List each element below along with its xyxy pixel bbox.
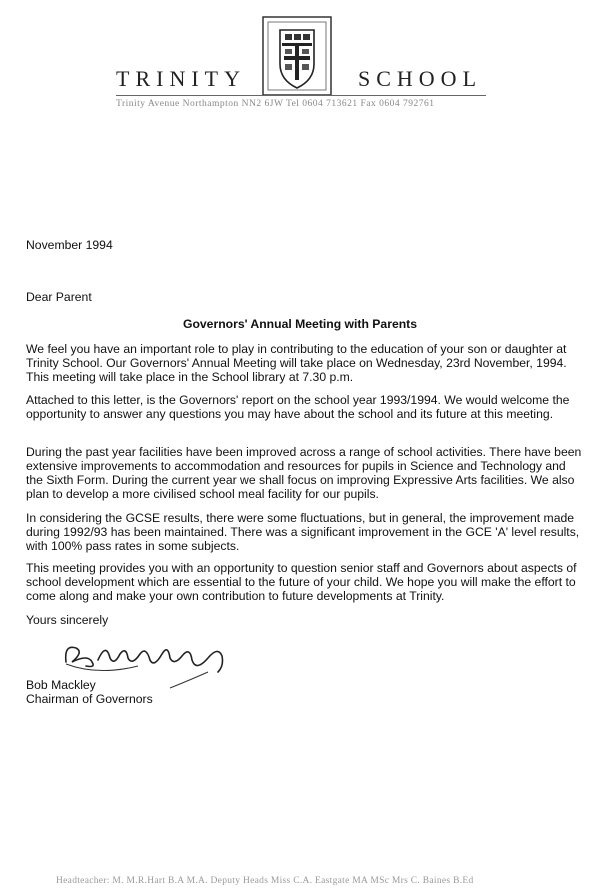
- letter-date: November 1994: [26, 238, 113, 252]
- school-address: Trinity Avenue Northampton NN2 6JW Tel 0604 713621 Fax 0604 792761: [116, 99, 435, 109]
- closing: Yours sincerely: [26, 613, 109, 627]
- paragraph-2: Attached to this letter, is the Governors' report on the school year 1993/1994. We would welcome the opportunity to answer any questions you may have about the school and its future at this meeting.: [26, 393, 570, 421]
- paragraph-3: During the past year facilities have been improved across a range of school activities. There have been extensive improvements to accommodation and resources for pupils in Science and Technology and the Sixth Form. During the current year we shall focus on improving Expressive Arts facilities. We also plan to develop a more civilised school meal facility for our pupils.: [26, 445, 582, 501]
- staff-footer: Headteacher: M. M.R.Hart B.A M.A. Deputy Heads Miss C.A. Eastgate MA MSc Mrs C. Baines B.Ed: [56, 876, 474, 886]
- letter-title: Governors' Annual Meeting with Parents: [182, 317, 418, 331]
- signatory-name: Bob Mackley: [26, 678, 96, 692]
- salutation: Dear Parent: [26, 290, 92, 304]
- paragraph-1: We feel you have an important role to play in contributing to the education of your son or daughter at Trinity School. Our Governors' Annual Meeting will take place on Wednesday, 23rd November, 1994. This meeting will take place in the School library at 7.30 p.m.: [26, 342, 567, 384]
- paragraph-5: This meeting provides you with an opportunity to question senior staff and Governors about aspects of school development which are essential to the future of your child. We hope you will make the effort to come along and make your own contribution to future developments at Trinity.: [26, 561, 577, 603]
- letterhead: [0, 0, 600, 120]
- signatory-role: Chairman of Governors: [26, 692, 153, 706]
- school-name-left: TRINITY: [116, 66, 246, 91]
- school-name-right: SCHOOL: [358, 66, 483, 91]
- school-crest-icon: [262, 16, 332, 96]
- letterhead-rule: [116, 95, 486, 96]
- paragraph-4: In considering the GCSE results, there were some fluctuations, but in general, the improvement made during 1992/93 has been maintained. There was a significant improvement in the GCE 'A' level results, with 100% pass rates in some subjects.: [26, 511, 580, 553]
